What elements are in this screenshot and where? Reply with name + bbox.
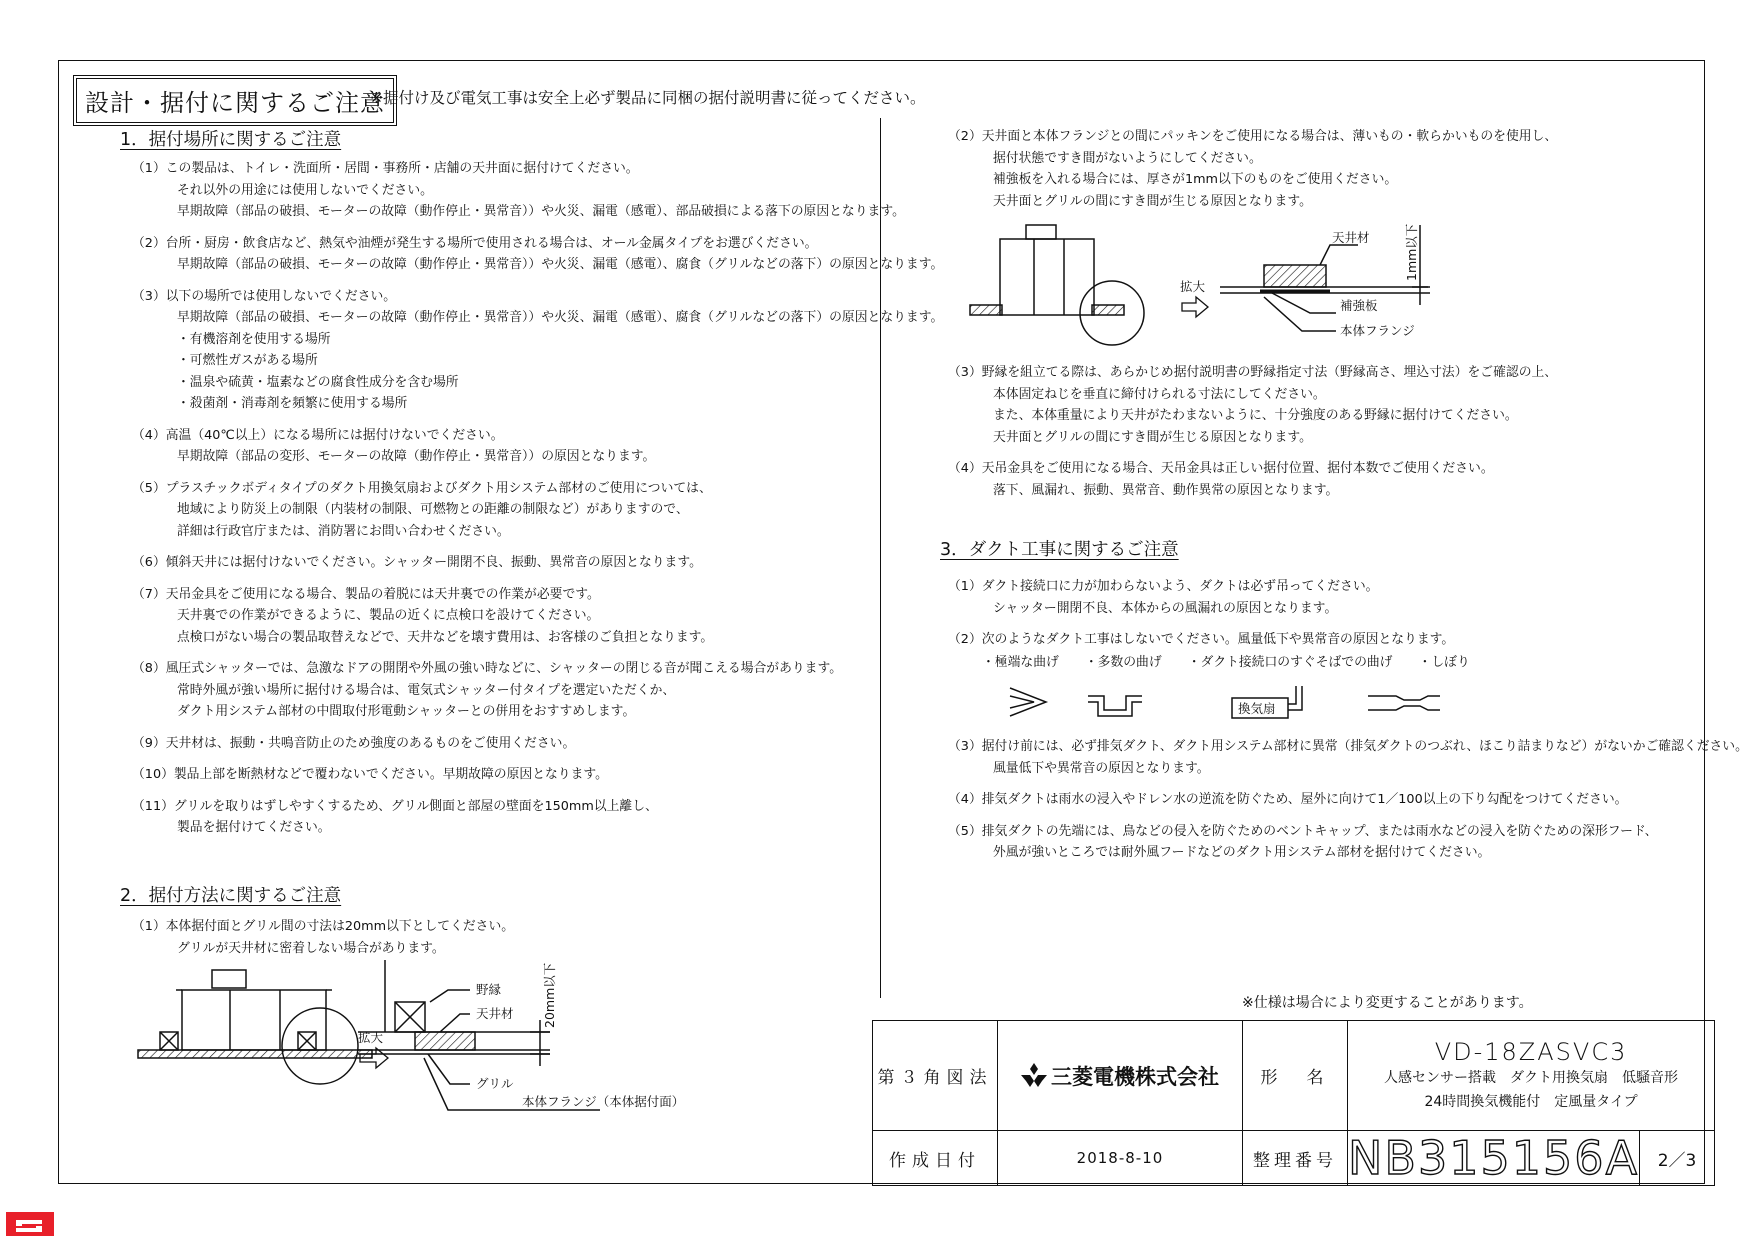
section3-heading: 3．ダクト工事に関するご注意	[940, 540, 1179, 560]
model-number: VD-18ZASVC3	[1434, 1037, 1628, 1066]
plate-label: 補強板	[1340, 298, 1378, 313]
item-line: （7）天吊金具をご使用になる場合、製品の着脱には天井裏での作業が必要です。	[132, 586, 600, 602]
flange-label: 本体フランジ（本体据付面）	[522, 1094, 685, 1109]
item-line: （1）この製品は、トイレ・洗面所・居間・事務所・店舗の天井面に据付けてください。	[132, 161, 639, 176]
number-cell: NB315156A	[1348, 1131, 1640, 1185]
projection-cell: 第３角図法	[873, 1021, 998, 1131]
section1-heading: 1．据付場所に関するご注意	[120, 130, 342, 150]
model-desc-1: 人感センサー搭載 ダクト用換気扇 低騒音形	[1384, 1069, 1679, 1086]
item-line: （9）天井材は、振動・共鳴音防止のため強度のあるものをご使用ください。	[132, 735, 576, 751]
company-cell	[998, 1021, 1243, 1131]
list-item	[132, 425, 655, 468]
list-item	[132, 286, 943, 415]
title-note: ※据付け及び電気工事は安全上必ず製品に同梱の据付説明書に従ってください。	[370, 89, 926, 107]
list-item	[132, 733, 575, 755]
item-line: （11）グリルを取りはずしやすくするため、グリル側面と部屋の壁面を150mm以上離し、	[132, 798, 658, 814]
item-line: それ以外の用途には使用しないでください。	[177, 182, 433, 198]
list-item	[132, 764, 608, 786]
title-block	[872, 1020, 1715, 1186]
item-line: 外風が強いところでは耐外風フードなどのダクト用システム部材を据付けてください。	[993, 845, 1491, 860]
figure-install-section	[130, 950, 690, 1130]
item-line: 早期故障（部品の破損、モーターの故障（動作停止・異常音））や火災、漏電（感電）、部品破損による落下の原因となります。	[177, 204, 905, 219]
list-item	[132, 796, 658, 839]
detail-packing-icon	[1220, 225, 1430, 331]
item-line: ダクト用システム部材の中間取付形電動シャッターとの併用をおすすめします。	[177, 704, 636, 719]
multi-bend-icon	[1088, 696, 1142, 710]
item-line: 風量低下や異常音の原因となります。	[993, 760, 1210, 776]
item-line: （6）傾斜天井には据付けないでください。シャッター開閉不良、振動、異常音の原因となります。	[132, 555, 702, 570]
grill-label: グリル	[476, 1076, 514, 1091]
item-line: （3）以下の場所では使用しないでください。	[132, 288, 397, 304]
list-item	[132, 158, 905, 223]
section2-heading: 2．据付方法に関するご注意	[120, 886, 342, 906]
arrow-right-icon	[1182, 297, 1208, 317]
item-line: （4）高温（40℃以上）になる場所には据付けないでください。	[132, 427, 504, 443]
fan-label: 換気扇	[1238, 701, 1276, 716]
item-line: （10）製品上部を断熱材などで覆わないでください。早期故障の原因となります。	[132, 767, 608, 782]
list-item	[132, 233, 943, 276]
fan-body-icon	[138, 970, 372, 1084]
item-line: 常時外風が強い場所に据付ける場合は、電気式シャッター付タイプを選定いただくか、	[177, 682, 676, 698]
page-cell: 2／3	[1640, 1131, 1715, 1186]
list-item	[948, 821, 1657, 864]
expand-label: 拡大	[1180, 279, 1206, 294]
list-item	[948, 789, 1627, 811]
item-line: 天井裏での作業ができるように、製品の近くに点検口を設けてください。	[177, 608, 600, 623]
narrow-duct-icon	[1368, 696, 1440, 700]
item-line: （1）本体据付面とグリル間の寸法は20mm以下としてください。	[132, 919, 515, 934]
list-item	[132, 658, 842, 723]
item-line: また、本体重量により天井がたわまないように、十分強度のある野縁に据付けてください。	[993, 408, 1518, 423]
spec-note: ※仕様は場合により変更することがあります。	[1242, 995, 1533, 1011]
right-item2	[948, 126, 1557, 212]
list-item	[948, 736, 1748, 779]
model-desc-2: 24時間換気機能付 定風量タイプ	[1424, 1093, 1638, 1110]
item-line: ・温泉や硫黄・塩素などの腐食性成分を含む場所	[177, 374, 459, 390]
bend-extreme: ・極端な曲げ	[982, 655, 1059, 670]
item-line: 天井面とグリルの間にすき間が生じる原因となります。	[993, 193, 1312, 209]
right-item3	[948, 362, 1557, 448]
item-line: 製品を据付けてください。	[177, 820, 331, 835]
item-line: 補強板を入れる場合には、厚さが1mm以下のものをご使用ください。	[993, 172, 1398, 187]
sharp-bend-icon	[1010, 688, 1046, 716]
item-line: 早期故障（部品の変形、モーターの故障（動作停止・異常音））の原因となります。	[177, 449, 656, 464]
ceiling-label: 天井材	[1332, 230, 1370, 245]
item-line: 据付状態ですき間がないようにしてください。	[993, 150, 1262, 166]
item-line: 天井面とグリルの間にすき間が生じる原因となります。	[993, 429, 1312, 445]
model-label-cell: 形 名	[1243, 1021, 1348, 1131]
ceiling-label: 天井材	[476, 1006, 514, 1021]
item-line: （5）排気ダクトの先端には、鳥などの侵入を防ぐためのベントキャップ、または雨水などの浸入を防ぐための深形フード、	[948, 823, 1658, 839]
item-line: （2）次のようなダクト工事はしないでください。風量低下や異常音の原因となります。	[948, 632, 1455, 647]
item-line: （2）天井面と本体フランジとの間にパッキンをご使用になる場合は、薄いもの・軟らかいものを使用し、	[948, 129, 1558, 144]
item-line: （4）天吊金具をご使用になる場合、天吊金具は正しい据付位置、据付本数でご使用ください。	[948, 461, 1494, 476]
figure-duct-bends	[1000, 680, 1450, 730]
model-cell	[1348, 1021, 1715, 1131]
figure-packing	[960, 215, 1440, 355]
item-line: グリルが天井材に密着しない場合があります。	[177, 940, 445, 956]
item-line: ・有機溶剤を使用する場所	[177, 331, 331, 347]
fan-body-icon	[970, 225, 1144, 345]
bend-narrow: ・しぼり	[1418, 655, 1470, 670]
right-item4	[948, 458, 1494, 501]
item-line: ・殺菌剤・消毒剤を頻繁に使用する場所	[177, 396, 408, 411]
dim-label: 20mm以下	[542, 962, 557, 1028]
item-line: 詳細は行政官庁または、消防署にお問い合わせください。	[177, 523, 510, 539]
page-title: 設計・据付に関するご注意	[76, 78, 394, 123]
list-item	[132, 552, 702, 574]
expand-label: 拡大	[358, 1030, 384, 1045]
company-name: 三菱電機株式会社	[1051, 1064, 1219, 1089]
item-line: 地域により防災上の制限（内装材の制限、可燃物との距離の制限など）がありますので、	[177, 502, 689, 517]
flange-label: 本体フランジ	[1340, 323, 1415, 338]
item-line: （3）据付け前には、必ず排気ダクト、ダクト用システム部材に異常（排気ダクトのつぶれ、ほこり詰まりなど）がないかご確認ください。	[948, 739, 1748, 754]
corner-logo-icon	[2, 1208, 58, 1240]
item-line: 点検口がない場合の製品取替えなどで、天井などを壊す費用は、お客様のご負担となります。	[177, 629, 714, 645]
mitsubishi-logo-icon	[1021, 1063, 1047, 1087]
item-line: 早期故障（部品の破損、モーターの故障（動作停止・異常音））や火災、漏電（感電）、腐食（グリルなどの落下）の原因となります。	[177, 310, 944, 325]
item-line: （1）ダクト接続口に力が加わらないよう、ダクトは必ず吊ってください。	[948, 579, 1379, 594]
date-cell: 2018-8-10	[998, 1131, 1243, 1186]
item-line: （8）風圧式シャッターでは、急激なドアの開閉や外風の強い時などに、シャッターの閉じる音が聞こえる場合があります。	[132, 661, 843, 676]
item-line: 早期故障（部品の破損、モーターの故障（動作停止・異常音））や火災、漏電（感電）、腐食（グリルなどの落下）の原因となります。	[177, 257, 944, 272]
item-line: （4）排気ダクトは雨水の浸入やドレン水の逆流を防ぐため、屋外に向けて1／100以上の下り勾配をつけてください。	[948, 792, 1628, 807]
item-line: 落下、風漏れ、振動、異常音、動作異常の原因となります。	[993, 482, 1339, 498]
bend-list	[982, 652, 1470, 674]
bend-multiple: ・多数の曲げ	[1084, 655, 1162, 670]
date-label-cell: 作成日付	[873, 1131, 998, 1186]
list-item	[132, 584, 713, 649]
number-label-cell: 整理番号	[1243, 1131, 1348, 1186]
item-line: 本体固定ねじを垂直に締付けられる寸法にしてください。	[993, 386, 1326, 402]
nobuchi-label: 野縁	[476, 982, 502, 997]
item-line: シャッター開閉不良、本体からの風漏れの原因となります。	[993, 600, 1338, 616]
dim-label: 1mm以下	[1404, 223, 1419, 281]
list-item	[948, 576, 1378, 619]
list-item	[132, 478, 712, 543]
item-line: （2）台所・厨房・飲食店など、熱気や油煙が発生する場所で使用される場合は、オール金属タイプをお選びください。	[132, 235, 818, 251]
item-line: （3）野縁を組立てる際は、あらかじめ据付説明書の野縁指定寸法（野縁高さ、埋込寸法）をご確認の上、	[948, 365, 1558, 380]
bend-near-port: ・ダクト接続口のすぐそばでの曲げ	[1187, 655, 1393, 670]
list-item	[948, 629, 1454, 651]
item-line: （5）プラスチックボディタイプのダクト用換気扇およびダクト用システム部材のご使用については、	[132, 480, 712, 496]
item-line: ・可燃性ガスがある場所	[177, 353, 318, 368]
